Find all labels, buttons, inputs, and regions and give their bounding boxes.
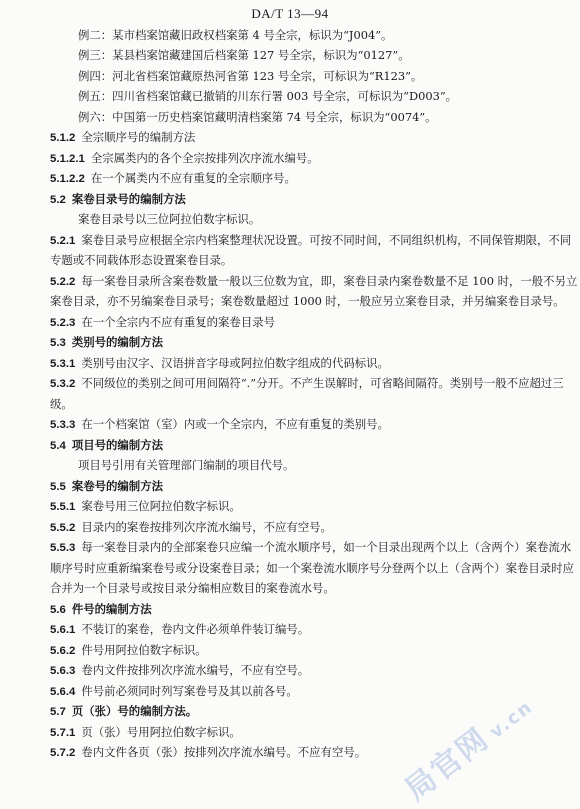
text-line bbox=[50, 376, 564, 391]
clause-number: 5.7.1 bbox=[50, 727, 76, 739]
clause-text: 案卷目录，亦不另编案卷目录号；案卷数量超过 1000 时，一般应另立案卷目录，并另编案卷目录号。 bbox=[50, 294, 565, 308]
clause-number: 5.5 bbox=[50, 481, 66, 493]
clause-text: 件号用阿拉伯数字标识。 bbox=[81, 643, 207, 657]
text-line bbox=[50, 643, 207, 658]
clause-text: 案卷目录号以三位阿拉伯数字标识。 bbox=[78, 212, 261, 226]
clause-number: 5.3 bbox=[50, 337, 66, 349]
clause-text: 顺序号时应重新编案卷号或分设案卷目录；如一个案卷流水顺序号分登两个以上（含两个）案卷目录时应 bbox=[50, 561, 574, 575]
text-line bbox=[50, 233, 571, 248]
text-line bbox=[50, 520, 332, 535]
text-line bbox=[50, 335, 163, 350]
clause-text: 不同级位的类别之间可用间隔符“.”分开。不产生误解时，可省略间隔符。类别号一般不应超过三 bbox=[81, 376, 564, 390]
clause-text: 案卷号用三位阿拉伯数字标识。 bbox=[81, 499, 241, 513]
text-line bbox=[50, 356, 389, 371]
clause-number: 5.5.1 bbox=[50, 501, 76, 513]
page-header: DA/T 13—94 bbox=[251, 6, 329, 21]
clause-text: 全宗属类内的各个全宗按排列次序流水编号。 bbox=[90, 151, 319, 165]
clause-text: 在一个属类内不应有重复的全宗顺序号。 bbox=[90, 171, 296, 185]
text-line bbox=[50, 294, 565, 308]
text-line bbox=[50, 704, 197, 719]
clause-text: 例六：中国第一历史档案馆藏明清档案第 74 号全宗，标识为“0074”。 bbox=[78, 110, 437, 124]
clause-text: 级。 bbox=[50, 397, 73, 411]
clause-text: 类别号由汉字、汉语拼音字母或阿拉伯数字组成的代码标识。 bbox=[81, 356, 389, 370]
clause-text: 类别号的编制方法 bbox=[71, 335, 163, 349]
clause-text: 全宗顺序号的编制方法 bbox=[81, 130, 196, 144]
text-line bbox=[50, 171, 296, 186]
clause-number: 5.7.2 bbox=[50, 747, 76, 759]
clause-number: 5.3.1 bbox=[50, 358, 76, 370]
clause-text: 件号前必须同时列写案卷号及其以前各号。 bbox=[81, 684, 298, 698]
clause-number: 5.1.2.1 bbox=[50, 153, 85, 165]
clause-text: 目录内的案卷按排列次序流水编号，不应有空号。 bbox=[81, 520, 332, 534]
clause-text: 每一案卷目录内的全部案卷只应编一个流水顺序号，如一个目录出现两个以上（含两个）案卷流水 bbox=[81, 540, 572, 554]
text-line bbox=[50, 274, 577, 289]
text-line bbox=[50, 684, 298, 699]
text-line bbox=[50, 725, 241, 740]
clause-text: 在一个档案馆（室）内或一个全宗内，不应有重复的类别号。 bbox=[81, 417, 389, 431]
text-line bbox=[50, 745, 366, 760]
text-line bbox=[50, 130, 195, 145]
text-line bbox=[50, 602, 152, 617]
text-line bbox=[50, 499, 241, 514]
clause-text: 卷内文件按排列次序流水编号，不应有空号。 bbox=[81, 663, 310, 677]
text-line bbox=[50, 438, 163, 453]
text-line bbox=[78, 48, 410, 62]
clause-number: 5.2.3 bbox=[50, 317, 76, 329]
clause-number: 5.2.1 bbox=[50, 235, 76, 247]
text-line bbox=[78, 458, 294, 472]
text-line bbox=[50, 581, 335, 595]
text-line bbox=[50, 315, 275, 330]
text-line bbox=[50, 561, 574, 575]
clause-text: 例二：某市档案馆藏旧政权档案第 4 号全宗，标识为“J004”。 bbox=[78, 28, 393, 42]
clause-number: 5.2.2 bbox=[50, 276, 76, 288]
clause-text: 例四：河北省档案馆藏原热河省第 123 号全宗，可标识为“R123”。 bbox=[78, 69, 423, 83]
text-line bbox=[78, 110, 437, 124]
text-line bbox=[50, 622, 309, 637]
clause-text: 专题或不同载体形态设置案卷目录。 bbox=[50, 253, 233, 267]
text-line bbox=[50, 479, 163, 494]
clause-number: 5.4 bbox=[50, 440, 66, 452]
clause-number: 5.6.2 bbox=[50, 645, 76, 657]
clause-text: 例三：某县档案馆藏建国后档案第 127 号全宗，标识为“0127”。 bbox=[78, 48, 410, 62]
text-line bbox=[50, 253, 232, 267]
text-line bbox=[50, 151, 319, 166]
clause-text: 件号的编制方法 bbox=[71, 602, 152, 616]
text-line bbox=[78, 212, 260, 226]
watermark-url: v.cn bbox=[486, 696, 538, 743]
clause-text: 合并为一个目录号或按目录分编相应数目的案卷流水号。 bbox=[50, 581, 335, 595]
text-line bbox=[50, 540, 571, 555]
clause-text: 每一案卷目录所含案卷数量一般以三位数为宜，即，案卷目录内案卷数量不足 100 时，一般不另立 bbox=[81, 274, 578, 288]
text-line bbox=[50, 397, 73, 411]
clause-number: 5.6.4 bbox=[50, 686, 76, 698]
text-line bbox=[50, 417, 389, 432]
clause-text: 卷内文件各页（张）按排列次序流水编号。不应有空号。 bbox=[81, 745, 367, 759]
clause-text: 不装订的案卷，卷内文件必须单件装订编号。 bbox=[81, 622, 310, 636]
text-line bbox=[78, 28, 392, 42]
clause-text: 项目号的编制方法 bbox=[71, 438, 163, 452]
text-line bbox=[78, 89, 457, 103]
watermark bbox=[394, 681, 540, 808]
clause-number: 5.3.3 bbox=[50, 419, 76, 431]
text-line bbox=[78, 69, 422, 83]
clause-number: 5.7 bbox=[50, 706, 66, 718]
clause-text: 案卷号的编制方法 bbox=[71, 479, 163, 493]
clause-number: 5.6.3 bbox=[50, 665, 76, 677]
clause-text: 页（张）号的编制方法。 bbox=[71, 704, 198, 718]
clause-number: 5.1.2 bbox=[50, 132, 76, 144]
clause-text: 例五：四川省档案馆藏已撤销的川东行署 003 号全宗，可标识为“D003”。 bbox=[78, 89, 458, 103]
watermark-text: 局官网 bbox=[399, 721, 497, 808]
text-line bbox=[50, 192, 186, 207]
clause-text: 项目号引用有关管理部门编制的项目代号。 bbox=[78, 458, 295, 472]
clause-number: 5.3.2 bbox=[50, 378, 76, 390]
clause-number: 5.2 bbox=[50, 194, 66, 206]
clause-number: 5.6.1 bbox=[50, 624, 76, 636]
clause-number: 5.5.3 bbox=[50, 542, 76, 554]
clause-number: 5.5.2 bbox=[50, 522, 76, 534]
clause-number: 5.1.2.2 bbox=[50, 173, 85, 185]
clause-number: 5.6 bbox=[50, 604, 66, 616]
clause-text: 在一个全宗内不应有重复的案卷目录号 bbox=[81, 315, 275, 329]
clause-text: 案卷目录号的编制方法 bbox=[71, 192, 186, 206]
clause-text: 案卷目录号应根据全宗内档案整理状况设置。可按不同时间，不同组织机构，不同保管期限，不同 bbox=[81, 233, 572, 247]
text-line bbox=[50, 663, 309, 678]
clause-text: 页（张）号用阿拉伯数字标识。 bbox=[81, 725, 241, 739]
